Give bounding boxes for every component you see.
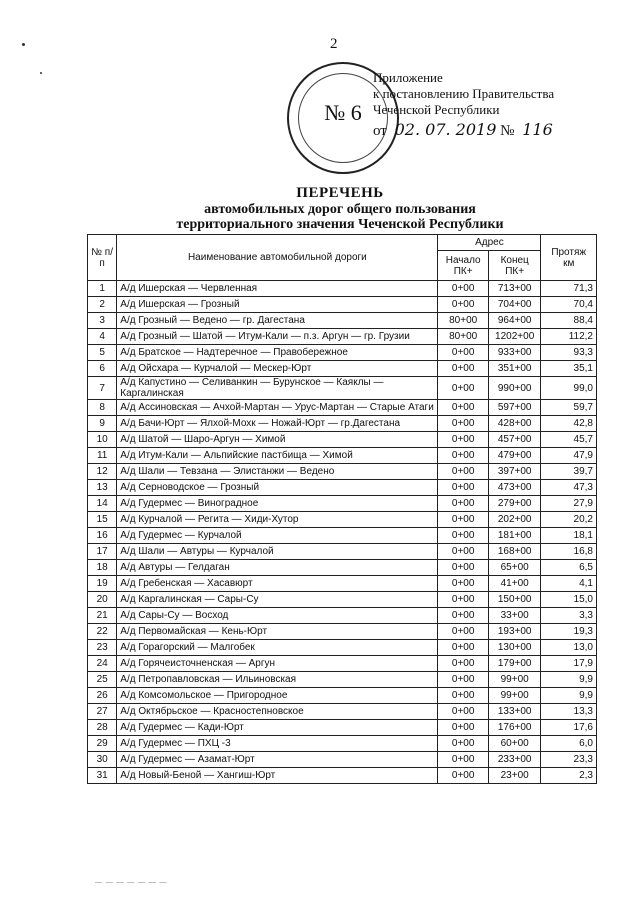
cell-name: А/д Шали — Автуры — Курчалой [117, 544, 438, 560]
cell-name: А/д Грозный — Шатой — Итум-Кали — п.з. Аргун — гр. Грузии [117, 329, 438, 345]
cell-length: 3,3 [541, 608, 597, 624]
cell-num: 31 [88, 768, 117, 784]
cell-name: А/д Каргалинская — Сары-Су [117, 592, 438, 608]
table-row [88, 464, 597, 480]
cell-length: 6,0 [541, 736, 597, 752]
cell-num: 18 [88, 560, 117, 576]
cell-end: 193+00 [488, 624, 541, 640]
cell-num: 29 [88, 736, 117, 752]
cell-length: 13,3 [541, 704, 597, 720]
table-row [88, 576, 597, 592]
cell-num: 12 [88, 464, 117, 480]
cell-name: А/д Гребенская — Хасавюрт [117, 576, 438, 592]
cell-end: 351+00 [488, 361, 541, 377]
cell-end: 99+00 [488, 672, 541, 688]
cell-end: 233+00 [488, 752, 541, 768]
table-row [88, 624, 597, 640]
cell-num: 3 [88, 313, 117, 329]
cell-end: 428+00 [488, 416, 541, 432]
cell-name: А/д Гудермес — Кади-Юрт [117, 720, 438, 736]
cell-end: 457+00 [488, 432, 541, 448]
table-row [88, 608, 597, 624]
cell-name: А/д Ишерская — Червленная [117, 281, 438, 297]
header-end: Конец ПК+ [488, 251, 541, 281]
cell-name: А/д Горячеисточненская — Аргун [117, 656, 438, 672]
cell-length: 47,9 [541, 448, 597, 464]
cell-start: 0+00 [438, 528, 488, 544]
cell-num: 19 [88, 576, 117, 592]
table-row [88, 496, 597, 512]
cell-start: 0+00 [438, 464, 488, 480]
cell-name: А/д Братское — Надтеречное — Правобережное [117, 345, 438, 361]
roads-table-body [88, 281, 597, 784]
cell-start: 0+00 [438, 361, 488, 377]
document-title [140, 185, 540, 232]
cell-end: 150+00 [488, 592, 541, 608]
table-row [88, 377, 597, 400]
cell-name: А/д Гудермес — Виноградное [117, 496, 438, 512]
cell-start: 0+00 [438, 480, 488, 496]
cell-name: А/д Первомайская — Кень-Юрт [117, 624, 438, 640]
cell-name: А/д Бачи-Юрт — Ялхой-Мохк — Ножай-Юрт — гр.Дагестана [117, 416, 438, 432]
table-row [88, 544, 597, 560]
cell-name: А/д Серноводское — Грозный [117, 480, 438, 496]
cell-start: 0+00 [438, 400, 488, 416]
scan-speck [40, 72, 42, 74]
cell-length: 70,4 [541, 297, 597, 313]
table-row [88, 281, 597, 297]
cell-name: А/д Ишерская — Грозный [117, 297, 438, 313]
cell-length: 93,3 [541, 345, 597, 361]
table-row [88, 592, 597, 608]
cell-start: 0+00 [438, 544, 488, 560]
cell-num: 25 [88, 672, 117, 688]
cell-name: А/д Курчалой — Регита — Хиди-Хутор [117, 512, 438, 528]
table-row [88, 297, 597, 313]
cell-end: 990+00 [488, 377, 541, 400]
cell-length: 23,3 [541, 752, 597, 768]
cell-length: 39,7 [541, 464, 597, 480]
cell-num: 23 [88, 640, 117, 656]
cell-end: 33+00 [488, 608, 541, 624]
table-row [88, 752, 597, 768]
header-address: Адрес [438, 235, 541, 251]
title-main: ПЕРЕЧЕНЬ [296, 185, 384, 201]
cell-length: 2,3 [541, 768, 597, 784]
table-row [88, 448, 597, 464]
approval-line-1: Приложение [373, 70, 443, 85]
from-label: от [373, 123, 387, 139]
scan-speck [22, 43, 25, 46]
cell-length: 71,3 [541, 281, 597, 297]
table-row [88, 640, 597, 656]
cell-length: 88,4 [541, 313, 597, 329]
cell-num: 13 [88, 480, 117, 496]
cell-num: 11 [88, 448, 117, 464]
approval-date: 02. 07. 2019 [394, 120, 497, 139]
roads-table [87, 234, 597, 784]
cell-end: 279+00 [488, 496, 541, 512]
footer-mark: — — — — — — — [95, 878, 168, 886]
table-row [88, 672, 597, 688]
cell-length: 112,2 [541, 329, 597, 345]
cell-length: 42,8 [541, 416, 597, 432]
cell-end: 473+00 [488, 480, 541, 496]
cell-num: 20 [88, 592, 117, 608]
table-row [88, 560, 597, 576]
cell-name: А/д Шатой — Шаро-Аргун — Химой [117, 432, 438, 448]
cell-start: 0+00 [438, 752, 488, 768]
cell-length: 4,1 [541, 576, 597, 592]
table-row [88, 768, 597, 784]
cell-name: А/д Горагорский — Малгобек [117, 640, 438, 656]
cell-num: 24 [88, 656, 117, 672]
table-row [88, 329, 597, 345]
title-line-2: территориального значения Чеченской Республики [176, 217, 504, 232]
cell-end: 202+00 [488, 512, 541, 528]
cell-start: 0+00 [438, 416, 488, 432]
cell-end: 479+00 [488, 448, 541, 464]
cell-start: 0+00 [438, 281, 488, 297]
cell-num: 5 [88, 345, 117, 361]
cell-length: 45,7 [541, 432, 597, 448]
table-row [88, 432, 597, 448]
cell-start: 0+00 [438, 736, 488, 752]
table-row [88, 512, 597, 528]
cell-start: 0+00 [438, 592, 488, 608]
cell-name: А/д Гудермес — Азамат-Юрт [117, 752, 438, 768]
cell-end: 133+00 [488, 704, 541, 720]
table-row [88, 720, 597, 736]
cell-name: А/д Ассиновская — Ачхой-Мартан — Урус-Мартан — Старые Атаги [117, 400, 438, 416]
page-number: 2 [330, 36, 338, 52]
cell-num: 1 [88, 281, 117, 297]
cell-start: 0+00 [438, 704, 488, 720]
cell-length: 18,1 [541, 528, 597, 544]
cell-start: 0+00 [438, 672, 488, 688]
cell-start: 0+00 [438, 560, 488, 576]
cell-end: 99+00 [488, 688, 541, 704]
cell-length: 16,8 [541, 544, 597, 560]
cell-length: 99,0 [541, 377, 597, 400]
cell-start: 0+00 [438, 768, 488, 784]
table-row [88, 688, 597, 704]
cell-end: 23+00 [488, 768, 541, 784]
table-row [88, 528, 597, 544]
cell-start: 80+00 [438, 313, 488, 329]
cell-num: 16 [88, 528, 117, 544]
title-line-1: автомобильных дорог общего пользования [204, 202, 476, 217]
header-name: Наименование автомобильной дороги [117, 235, 438, 281]
cell-start: 0+00 [438, 345, 488, 361]
cell-start: 0+00 [438, 720, 488, 736]
cell-num: 10 [88, 432, 117, 448]
approval-date-line [373, 122, 554, 139]
cell-end: 1202+00 [488, 329, 541, 345]
cell-length: 6,5 [541, 560, 597, 576]
cell-end: 704+00 [488, 297, 541, 313]
cell-end: 964+00 [488, 313, 541, 329]
table-row [88, 345, 597, 361]
header-start: Начало ПК+ [438, 251, 488, 281]
cell-name: А/д Новый-Беной — Хангиш-Юрт [117, 768, 438, 784]
cell-num: 4 [88, 329, 117, 345]
cell-end: 130+00 [488, 640, 541, 656]
cell-num: 26 [88, 688, 117, 704]
cell-num: 14 [88, 496, 117, 512]
cell-start: 0+00 [438, 297, 488, 313]
cell-name: А/д Ойсхара — Курчалой — Мескер-Юрт [117, 361, 438, 377]
cell-name: А/д Гудермес — Курчалой [117, 528, 438, 544]
cell-num: 15 [88, 512, 117, 528]
cell-start: 0+00 [438, 640, 488, 656]
table-row [88, 361, 597, 377]
header-length: Протяж км [541, 235, 597, 281]
cell-length: 47,3 [541, 480, 597, 496]
cell-start: 0+00 [438, 512, 488, 528]
cell-length: 9,9 [541, 672, 597, 688]
table-row [88, 480, 597, 496]
cell-end: 181+00 [488, 528, 541, 544]
cell-name: А/д Итум-Кали — Альпийские пастбища — Химой [117, 448, 438, 464]
approval-line-2: к постановлению Правительства [373, 86, 555, 101]
cell-start: 0+00 [438, 432, 488, 448]
cell-length: 59,7 [541, 400, 597, 416]
cell-end: 65+00 [488, 560, 541, 576]
table-row [88, 704, 597, 720]
number-label: № [500, 123, 515, 139]
cell-num: 7 [88, 377, 117, 400]
cell-end: 60+00 [488, 736, 541, 752]
cell-start: 0+00 [438, 656, 488, 672]
table-row [88, 400, 597, 416]
cell-start: 0+00 [438, 448, 488, 464]
cell-num: 22 [88, 624, 117, 640]
cell-end: 397+00 [488, 464, 541, 480]
header-num: № п/п [88, 235, 117, 281]
table-row [88, 313, 597, 329]
cell-end: 597+00 [488, 400, 541, 416]
cell-start: 0+00 [438, 496, 488, 512]
cell-num: 2 [88, 297, 117, 313]
seal-number: № 6 [324, 100, 362, 125]
cell-length: 17,9 [541, 656, 597, 672]
approval-block [373, 70, 554, 139]
cell-name: А/д Шали — Тевзана — Элистанжи — Ведено [117, 464, 438, 480]
cell-name: А/д Октябрьское — Красностепновское [117, 704, 438, 720]
cell-num: 8 [88, 400, 117, 416]
cell-num: 17 [88, 544, 117, 560]
cell-name: А/д Автуры — Гелдаган [117, 560, 438, 576]
cell-end: 176+00 [488, 720, 541, 736]
cell-name: А/д Грозный — Ведено — гр. Дагестана [117, 313, 438, 329]
cell-name: А/д Сары-Су — Восход [117, 608, 438, 624]
cell-length: 20,2 [541, 512, 597, 528]
cell-num: 21 [88, 608, 117, 624]
cell-length: 19,3 [541, 624, 597, 640]
cell-end: 713+00 [488, 281, 541, 297]
cell-name: А/д Петропавловская — Ильиновская [117, 672, 438, 688]
table-row [88, 736, 597, 752]
cell-num: 6 [88, 361, 117, 377]
cell-start: 80+00 [438, 329, 488, 345]
cell-name: А/д Гудермес — ПХЦ -3 [117, 736, 438, 752]
cell-length: 17,6 [541, 720, 597, 736]
table-row [88, 416, 597, 432]
cell-length: 9,9 [541, 688, 597, 704]
cell-end: 41+00 [488, 576, 541, 592]
cell-start: 0+00 [438, 624, 488, 640]
cell-length: 15,0 [541, 592, 597, 608]
cell-start: 0+00 [438, 688, 488, 704]
cell-num: 30 [88, 752, 117, 768]
cell-num: 28 [88, 720, 117, 736]
cell-num: 27 [88, 704, 117, 720]
cell-start: 0+00 [438, 608, 488, 624]
cell-name: А/д Комсомольское — Пригородное [117, 688, 438, 704]
approval-doc-number: 116 [522, 120, 553, 139]
cell-length: 27,9 [541, 496, 597, 512]
cell-end: 168+00 [488, 544, 541, 560]
cell-start: 0+00 [438, 377, 488, 400]
approval-line-3: Чеченской Республики [373, 102, 500, 117]
table-row [88, 656, 597, 672]
cell-length: 35,1 [541, 361, 597, 377]
cell-length: 13,0 [541, 640, 597, 656]
cell-end: 179+00 [488, 656, 541, 672]
cell-name: А/д Капустино — Селиванкин — Бурунское — Каяклы — Каргалинская [117, 377, 438, 400]
cell-num: 9 [88, 416, 117, 432]
cell-start: 0+00 [438, 576, 488, 592]
cell-end: 933+00 [488, 345, 541, 361]
